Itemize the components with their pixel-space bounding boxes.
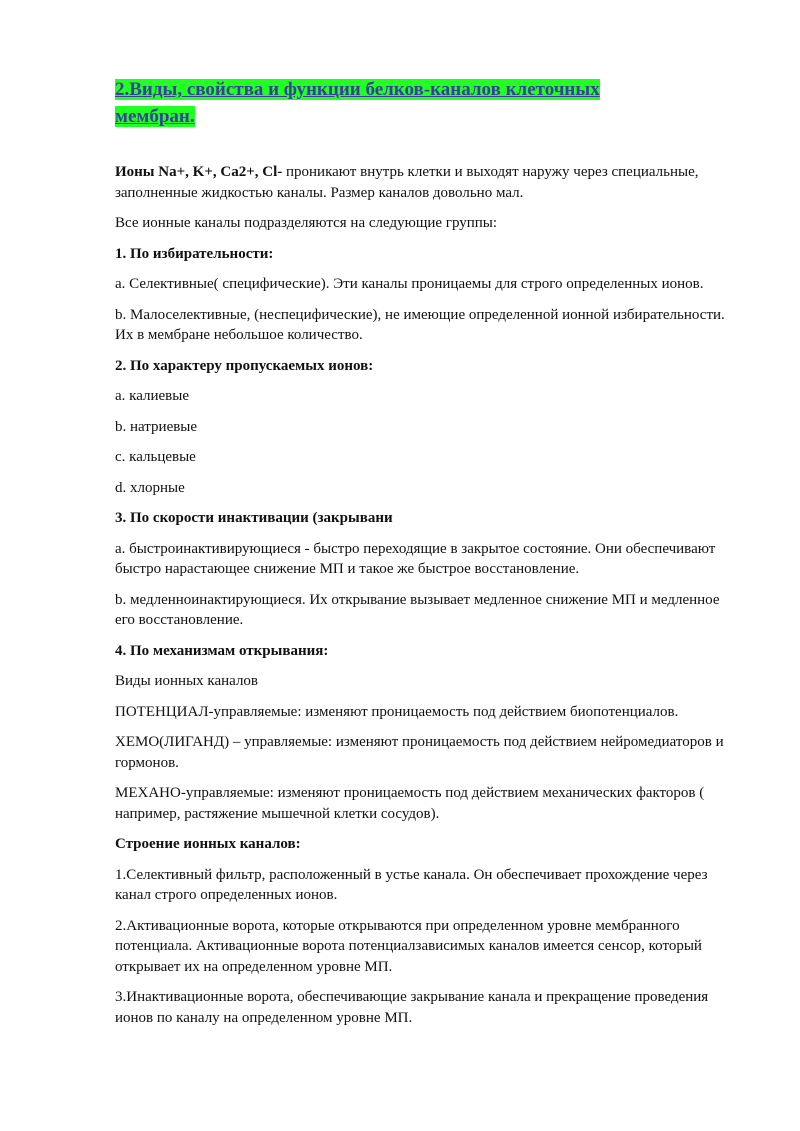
paragraph-low-selective: b. Малоселективные, (неспецифические), не имеющие определенной ионной избирательности. Их в мембране небольшое количество. <box>115 306 725 343</box>
title-highlight: 2.Виды, свойства и функции белков-каналов клеточных мембран. <box>115 79 600 127</box>
list-item-potassium: a. калиевые <box>115 388 189 404</box>
paragraph-channel-types: Виды ионных каналов <box>115 673 259 689</box>
paragraph-ligand-gated: ХЕМО(ЛИГАНД) – управляемые: изменяют проницаемость под действием нейромедиаторов и гормонов. <box>115 734 724 771</box>
paragraph-selective-filter: 1.Селективный фильтр, расположенный в устье канала. Он обеспечивает прохождение через канал строго определенных ионов. <box>115 866 708 903</box>
paragraph-inactivation-gate: 3.Инактивационные ворота, обеспечивающие закрывание канала и прекращение проведения ионов по каналу на определенном уровне МП. <box>115 989 709 1026</box>
paragraph-selective: a. Селективные( специфические). Эти каналы проницаемы для строго определенных ионов. <box>115 276 704 292</box>
heading-ion-type: 2. По характеру пропускаемых ионов: <box>115 357 374 374</box>
paragraph-mechano-gated: МЕХАНО-управляемые: изменяют проницаемость под действием механических факторов ( например, растяжение мышечной клетки сосудов). <box>115 785 705 822</box>
paragraph-voltage-gated: ПОТЕНЦИАЛ-управляемые: изменяют проницаемость под действием биопотенциалов. <box>115 703 679 720</box>
paragraph-groups: Все ионные каналы подразделяются на следующие группы: <box>115 215 498 231</box>
heading-selectivity: 1. По избирательности: <box>115 245 274 262</box>
document-title <box>115 76 675 130</box>
paragraph-fast-inactivating: a. быстроинактивирующиеся - быстро переходящие в закрытое состояние. Они обеспечивают быстро нарастающее снижение МП и такое же быстрое восстановление. <box>115 540 716 577</box>
paragraph-activation-gate: 2.Активационные ворота, которые открываются при определенном уровне мембранного потенциала. Активационные ворота потенциалзависимых каналов имеется сенсор, который открывает их на определенном уровне МП. <box>115 917 702 975</box>
list-item-sodium: b. натриевые <box>115 418 198 435</box>
heading-inactivation-speed: 3. По скорости инактивации (закрывани <box>115 510 393 526</box>
intro-bold: Ионы Na+, K+, Ca2+, Cl- <box>115 164 283 180</box>
list-item-chloride: d. хлорные <box>115 479 185 496</box>
intro-rest: проникают внутрь клетки и выходят наружу через специальные, заполненные жидкостью каналы. Размер каналов довольно мал. <box>115 164 699 201</box>
heading-channel-structure: Строение ионных каналов: <box>115 836 301 852</box>
list-item-calcium: c. кальцевые <box>115 449 196 465</box>
intro-paragraph <box>115 162 740 203</box>
heading-opening-mechanism: 4. По механизмам открывания: <box>115 642 329 659</box>
paragraph-slow-inactivating: b. медленноинактирующиеся. Их открывание вызывает медленное снижение МП и медленное его восстановление. <box>115 591 720 628</box>
